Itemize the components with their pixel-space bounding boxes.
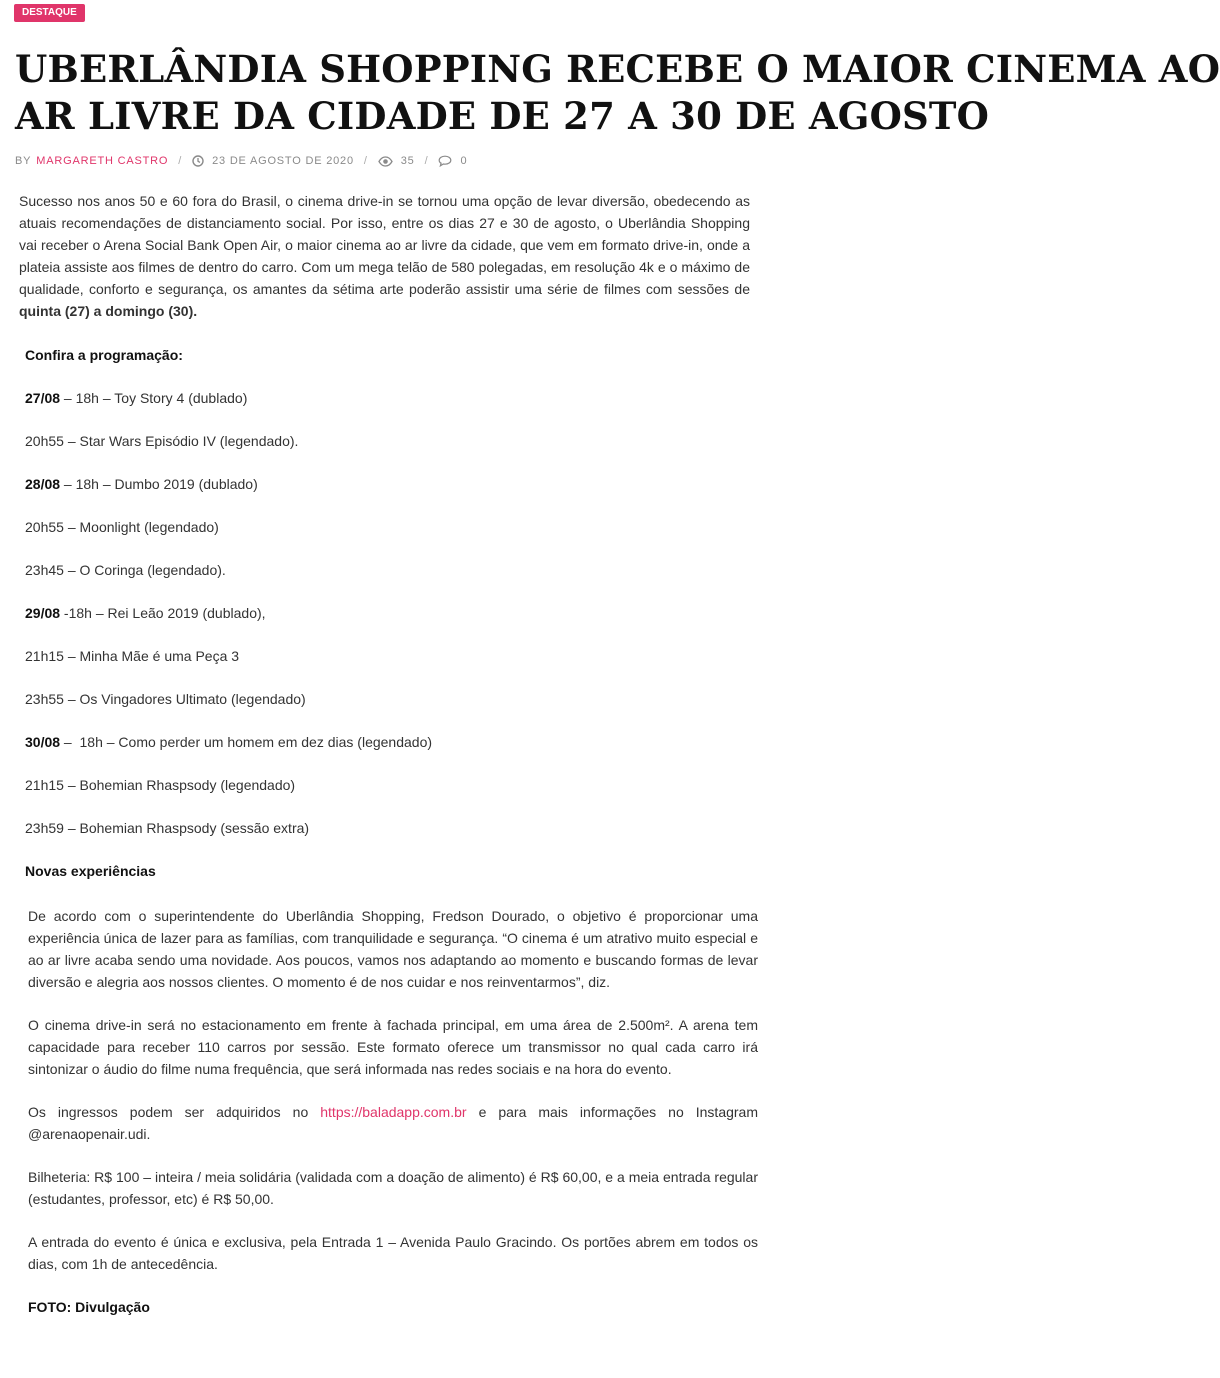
intro-paragraph (19, 190, 750, 322)
author-link[interactable]: MARGARETH CASTRO (36, 155, 169, 167)
schedule-day: 27/08 (25, 390, 61, 406)
tickets-text-after: e para mais informações no Instagram @arenaopenair.udi. (28, 1104, 759, 1142)
photo-credit: FOTO: Divulgação (28, 1299, 150, 1315)
schedule-heading: Confira a programação: (25, 347, 183, 363)
category-badge[interactable]: DESTAQUE (14, 4, 85, 22)
schedule-text: 20h55 – Star Wars Episódio IV (legendado). (25, 433, 299, 449)
byline-prefix: BY (15, 155, 32, 167)
schedule-item (25, 774, 295, 796)
schedule-text: 23h59 – Bohemian Rhaspsody (sessão extra) (25, 820, 310, 836)
schedule-day: 30/08 (25, 734, 61, 750)
schedule-item (25, 430, 298, 452)
schedule-text: – 18h – Como perder um homem em dez dias (legendado) (60, 734, 433, 750)
schedule-item (25, 602, 266, 624)
article-title-line2: AR LIVRE DA CIDADE DE 27 A 30 DE AGOSTO (15, 94, 990, 138)
clock-icon (192, 155, 204, 167)
section-heading: Novas experiências (25, 863, 156, 879)
comment-count[interactable]: 0 (460, 155, 468, 167)
comment-icon[interactable] (438, 155, 452, 167)
article-meta (15, 153, 467, 169)
schedule-item (25, 473, 258, 495)
article-title-line1: UBERLÂNDIA SHOPPING RECEBE O MAIOR CINEMA AO (15, 47, 1220, 91)
intro-bold: quinta (27) a domingo (30). (19, 303, 198, 319)
meta-separator: / (178, 155, 183, 167)
schedule-item (25, 817, 309, 839)
tickets-text: Os ingressos podem ser adquiridos no (28, 1104, 321, 1120)
schedule-text: 23h55 – Os Vingadores Ultimato (legendado) (25, 691, 306, 707)
article-title (15, 46, 1220, 140)
schedule-day: 29/08 (25, 605, 61, 621)
schedule-text: – 18h – Toy Story 4 (dublado) (60, 390, 248, 406)
schedule-text: 20h55 – Moonlight (legendado) (25, 519, 219, 535)
tickets-link[interactable]: https://baladapp.com.br (320, 1104, 467, 1120)
post-date: 23 DE AGOSTO DE 2020 (212, 155, 354, 167)
schedule-item (25, 645, 239, 667)
schedule-text: -18h – Rei Leão 2019 (dublado), (60, 605, 266, 621)
body-paragraph: De acordo com o superintendente do Uberlândia Shopping, Fredson Dourado, o objetivo é proporcionar uma experiência única de lazer para as famílias, com tranquilidade e segurança. “O cinema é um atrativo muito especial e ao ar livre acaba sendo uma novidade. Aos poucos, vamos nos adaptando ao momento e buscando formas de levar diversão e alegria aos nossos clientes. O momento é de nos cuidar e nos reinventarmos”, diz. (28, 908, 758, 990)
schedule-text: – 18h – Dumbo 2019 (dublado) (60, 476, 258, 492)
tickets-paragraph (28, 1101, 758, 1145)
schedule-text: 21h15 – Minha Mãe é uma Peça 3 (25, 648, 240, 664)
schedule-day: 28/08 (25, 476, 61, 492)
intro-text: Sucesso nos anos 50 e 60 fora do Brasil, o cinema drive-in se tornou uma opção de levar diversão, obedecendo as atuais recomendações de distanciamento social. Por isso, entre os dias 27 e 30 de agosto, o Uberlândia Shopping vai receber o Arena Social Bank Open Air, o maior cinema ao ar livre da cidade, que vem em formato drive-in, onde a plateia assiste aos filmes de dentro do carro. Com um mega telão de 580 polegadas, em resolução 4k e o máximo de qualidade, conforto e segurança, os amantes da sétima arte poderão assistir uma série de filmes com sessões de (19, 193, 750, 297)
schedule-item (25, 688, 306, 710)
entrance-paragraph: A entrada do evento é única e exclusiva, pela Entrada 1 – Avenida Paulo Gracindo. Os portões abrem em todos os dias, com 1h de antecedência. (28, 1234, 758, 1272)
body-paragraph: O cinema drive-in será no estacionamento em frente à fachada principal, em uma área de 2.500m². A arena tem capacidade para receber 110 carros por sessão. Este formato oferece um transmissor no qual cada carro irá sintonizar o áudio do filme numa frequência, que será informada nas redes sociais e na hora do evento. (28, 1017, 758, 1077)
eye-icon (378, 156, 393, 167)
schedule-item (25, 516, 219, 538)
schedule-text: 23h45 – O Coringa (legendado). (25, 562, 226, 578)
view-count: 35 (400, 155, 415, 167)
schedule-item (25, 559, 226, 581)
schedule-text: 21h15 – Bohemian Rhaspsody (legendado) (25, 777, 296, 793)
meta-separator: / (363, 155, 368, 167)
schedule-item (25, 387, 247, 409)
prices-paragraph: Bilheteria: R$ 100 – inteira / meia solidária (validada com a doação de alimento) é R$ 60,00, e a meia entrada regular (estudantes, professor, etc) é R$ 50,00. (28, 1169, 758, 1207)
schedule-item (25, 731, 432, 753)
meta-separator: / (424, 155, 429, 167)
